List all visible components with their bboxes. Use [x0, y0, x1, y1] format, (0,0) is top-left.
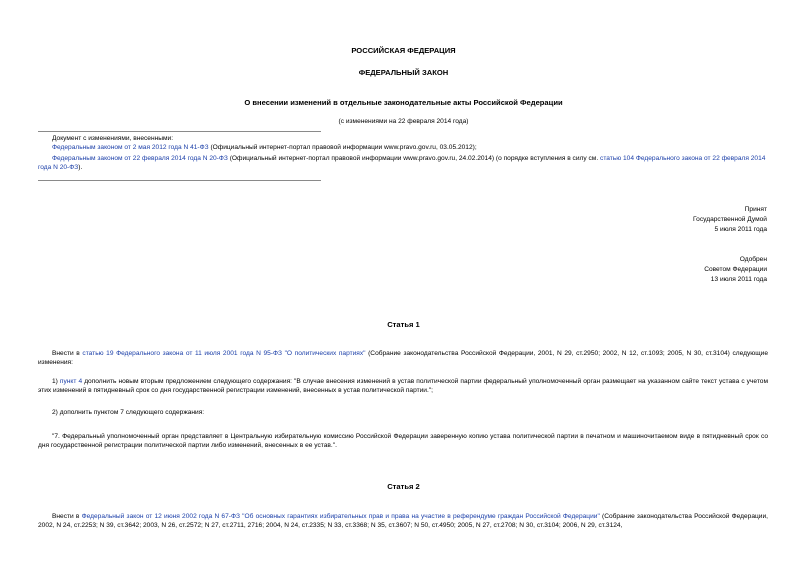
adopted-date: 5 июля 2011 года: [714, 226, 767, 233]
article-1-paragraph-3: 2) дополнить пунктом 7 следующего содержания:: [52, 409, 205, 416]
adopted-block: [567, 205, 767, 234]
article-2-heading: Статья 2: [387, 482, 420, 491]
article-2-p1-start: Внести в: [52, 513, 82, 520]
change-item-1: [38, 143, 770, 152]
approved-block: [567, 255, 767, 284]
adopted-label: Принят: [744, 206, 767, 213]
law-95fz-link[interactable]: статью 19 Федерального закона от 11 июля 2001 года N 95-ФЗ "О политических партиях": [82, 350, 366, 357]
change-item-2-tail: ).: [78, 164, 83, 171]
article-1-paragraph-4: "7. Федеральный уполномоченный орган представляет в Центральную избирательную комиссию Российской Федерации заверенную копию устава политической партии в печатном и машиночитаемом виде в пятидневный срок со дня государственной регистрации политической партии либо изменений, внесенных в ее устав.".: [38, 433, 768, 449]
approved-by: Советом Федерации: [704, 266, 767, 273]
changes-top-divider: [38, 131, 321, 132]
amendment-link-20fz[interactable]: Федеральным законом от 22 февраля 2014 года N 20-ФЗ: [52, 155, 228, 162]
item-4-link[interactable]: пункт 4: [59, 378, 83, 385]
article-1-p1-end: (Собрание законодательства Российской Федерации, 2001, N 29, ст.2950; 2002, N 12, ст.1093; 2005, N 30, ст.3104) следующие изменения:: [38, 350, 768, 366]
change-item-2-text: (Официальный интернет-портал правовой информации www.pravo.gov.ru, 24.02.2014) (о порядке вступления в силу см.: [227, 155, 601, 162]
document-title: О внесении изменений в отдельные законодательные акты Российской Федерации: [244, 98, 563, 107]
adopted-by: Государственной Думой: [693, 216, 767, 223]
article-104-link[interactable]: статью 104 Федерального закона от 22 февраля 2014 года N 20-ФЗ: [38, 155, 766, 171]
article-2-paragraph-1: [38, 512, 768, 530]
changes-bottom-divider: [38, 180, 321, 181]
article-1-p2-start: 1): [52, 378, 60, 385]
document-type-heading: ФЕДЕРАЛЬНЫЙ ЗАКОН: [358, 68, 449, 77]
law-67fz-link[interactable]: Федеральный закон от 12 июня 2002 года N 67-ФЗ "Об основных гарантиях избирательных прав и права на участие в референдуме граждан Российской Федерации": [81, 513, 600, 520]
change-item-1-text: (Официальный интернет-портал правовой информации www.pravo.gov.ru, 03.05.2012);: [208, 144, 477, 151]
edition-note: (с изменениями на 22 февраля 2014 года): [338, 118, 469, 125]
amendment-link-41fz[interactable]: Федеральным законом от 2 мая 2012 года N 41-ФЗ: [52, 144, 209, 151]
country-heading: РОССИЙСКАЯ ФЕДЕРАЦИЯ: [351, 46, 456, 55]
change-item-2: [38, 154, 770, 172]
article-1-p2-end: дополнить новым вторым предложением следующего содержания: "В случае внесения изменений в устав политической партии федеральный уполномоченный орган размещает на указанном сайте текст устава с учетом этих изменений в пятидневный срок со дня государственной регистрации изменений, внесенных в устав политической партии.";: [38, 378, 768, 394]
article-1-heading: Статья 1: [387, 320, 420, 329]
approved-date: 13 июля 2011 года: [710, 276, 767, 283]
article-1-p1-start: Внести в: [52, 350, 83, 357]
article-1-paragraph-1: [38, 349, 768, 367]
article-2-p1-end: (Собрание законодательства Российской Федерации, 2002, N 24, ст.2253; N 39, ст.3642; 2003, N 26, ст.2572; N 27, ст.2711, 2716; 2004, N 24, ст.2335; N 33, ст.3368; N 35, ст.3607; N 50, ст.4950; 2005, N 27, ст.2708; N 30, ст.3104; 2006, N 29, ст.3124,: [38, 513, 768, 529]
changes-intro: Документ с изменениями, внесенными:: [52, 135, 174, 142]
article-1-paragraph-2: [38, 377, 768, 395]
approved-label: Одобрен: [739, 256, 767, 263]
